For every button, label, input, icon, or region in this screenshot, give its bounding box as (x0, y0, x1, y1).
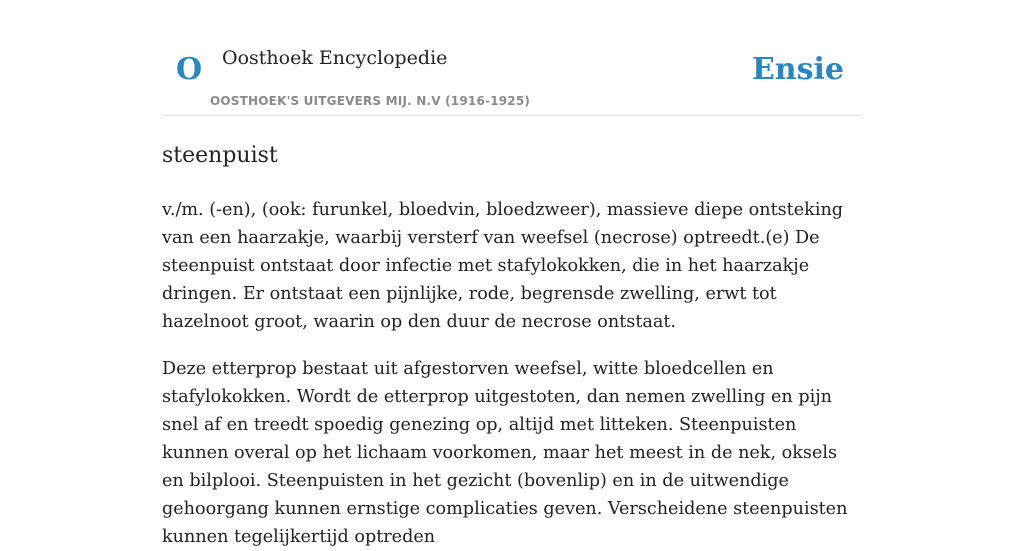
entry-title: steenpuist (162, 143, 278, 168)
ensie-logo[interactable]: Ensie (751, 52, 844, 87)
encyclopedia-title[interactable]: Oosthoek Encyclopedie (222, 47, 448, 69)
entry-paragraph-2: Deze etterprop bestaat uit afgestorven weefsel, witte bloedcellen en stafylokokken. Wordt de etterprop uitgestoten, dan nemen zwelling en pijn snel af en treedt spoedig genezing op, altijd met litteken. Steenpuisten kunnen overal op het lichaam voorkomen, maar het meest in de nek, oksels en bilplooi. Steenpuisten in het gezicht (bovenlip) en in de uitwendige gehoorgang kunnen ernstige complicaties geven. Verscheidene steenpuisten kunnen tegelijkertijd optreden (162, 359, 848, 547)
oosthoek-logo[interactable]: O (176, 52, 203, 87)
entry-paragraph-1: v./m. (-en), (ook: furunkel, bloedvin, bloedzweer), massieve diepe ontsteking van een haarzakje, waarbij versterf van weefsel (necrose) optreedt.(e) De steenpuist ontstaat door infectie met stafylokokken, die in het haarzakje dringen. Er ontstaat een pijnlijke, rode, begrensde zwelling, erwt tot hazelnoot groot, waarin op den duur de necrose ontstaat. (162, 200, 844, 332)
page (162, 0, 862, 547)
publisher-subtitle: OOSTHOEK'S UITGEVERS MIJ. N.V (1916-1925) (210, 94, 531, 108)
site-header (162, 0, 862, 116)
